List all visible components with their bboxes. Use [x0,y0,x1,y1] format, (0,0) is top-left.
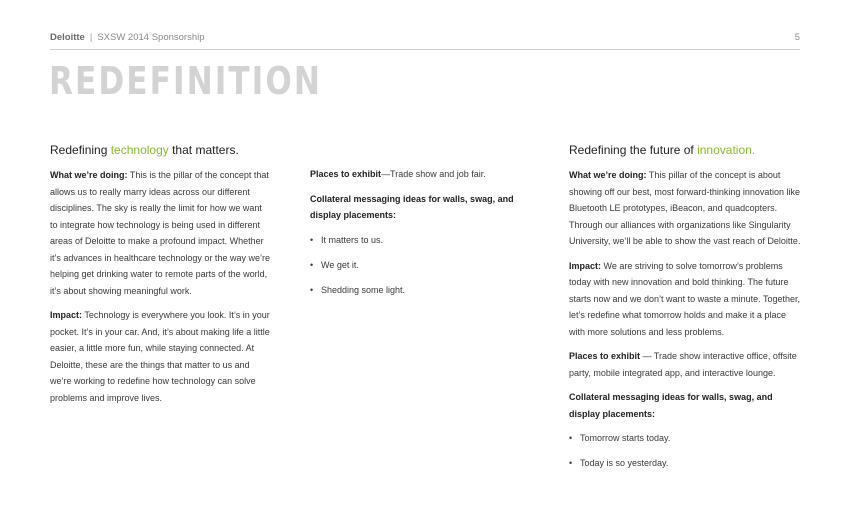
header-divider [50,49,800,50]
places-label: Places to exhibit [310,169,382,179]
heading-highlight: innovation. [697,143,756,157]
impact-paragraph [569,258,804,341]
messaging-list [569,430,804,472]
collateral-heading: Collateral messaging ideas for walls, swag, and display placements: [310,193,514,220]
page-header [50,32,205,43]
list-item: • It matters to us. [310,232,520,249]
what-doing-paragraph [50,167,270,299]
innovation-heading [569,142,804,158]
impact-label: Impact: [50,310,83,320]
collateral-heading: Collateral messaging ideas for walls, swag, and display placements: [569,392,773,419]
column-exhibit [310,166,520,307]
list-item: • Today is so yesterday. [569,455,804,472]
list-item: • We get it. [310,257,520,274]
list-item: • Shedding some light. [310,282,520,299]
header-subtitle: SXSW 2014 Sponsorship [97,32,205,43]
impact-text: We are striving to solve tomorrow’s problems today with new innovation and bold thinking. The future starts now and we don’t want to waste a minute. Together, let’s redefine what tomorrow holds and make it a place with more solutions and less problems. [569,260,800,337]
page-number: 5 [794,32,800,43]
impact-text: Technology is everywhere you look. It’s in your pocket. It’s in your car. And, it’s about making life a little easier, a little more fun, while staying connected. At Deloitte, these are the things that matter to us and we’re working to redefine how technology can solve problems and improve lives. [50,310,270,403]
what-doing-label: What we’re doing: [569,170,647,180]
heading-highlight: technology [110,143,169,157]
list-item: • Tomorrow starts today. [569,430,804,447]
what-doing-text: This pillar of the concept is about showing off our best, most forward-thinking innovation like Bluetooth LE prototypes, iBeacon, and quadcopters. Through our alliances with organizations like Singularity University, we’ll be able to show the vast reach of Deloitte. [569,170,801,246]
impact-label: Impact: [569,260,602,271]
places-text: — Trade show interactive office, offsite party, mobile integrated app, and interactive lounge. [569,351,797,378]
brand-name: Deloitte [50,32,85,43]
places-text: —Trade show and job fair. [381,169,486,179]
heading-suffix: that matters. [168,143,239,157]
places-label: Places to exhibit [569,351,641,361]
heading-prefix: Redefining [50,143,111,157]
what-doing-paragraph [569,167,804,250]
column-technology [50,142,270,414]
places-paragraph [569,348,804,381]
places-paragraph [310,166,520,183]
messaging-list [310,232,520,299]
header-separator: | [89,32,93,43]
heading-prefix: Redefining the future of [569,143,698,157]
what-doing-label: What we’re doing: [50,170,128,180]
technology-heading [50,142,270,158]
impact-paragraph [50,307,270,406]
what-doing-text: This is the pillar of the concept that allows us to really marry ideas across our different disciplines. The sky is really the limit for how we want to integrate how technology is being used in different areas of Deloitte to make a profound impact. Whether it’s advances in healthcare technology or the way we’re helping get drinking water to remote parts of the world, it’s about showing meaningful work. [50,170,270,296]
page-title: REDEFINITION [49,59,323,103]
column-innovation [569,142,804,480]
